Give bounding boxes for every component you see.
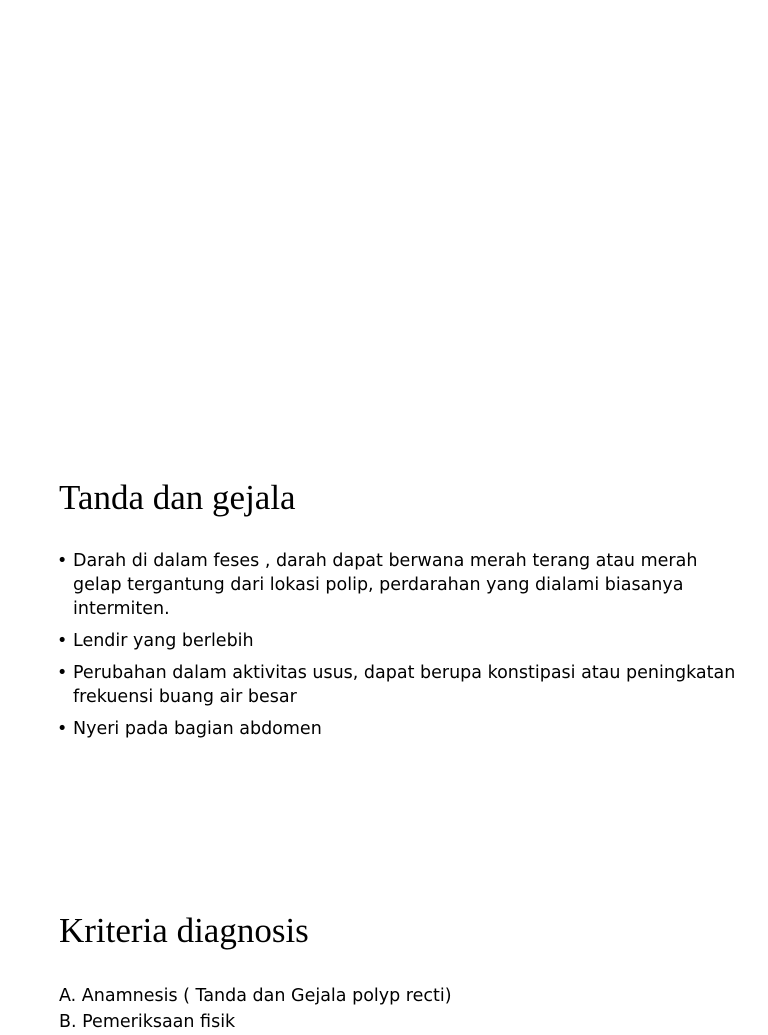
- section-title-kriteria-diagnosis: Kriteria diagnosis: [59, 911, 309, 950]
- criteria-item: B. Pemeriksaan fisik: [59, 1012, 236, 1032]
- bullet-item: • Darah di dalam feses , darah dapat berwana merah terang atau merah gelap tergantung dari lokasi polip, perdarahan yang dialami biasanya intermiten.: [57, 549, 747, 621]
- symptom-bullet-list: [57, 549, 747, 749]
- bullet-item: • Nyeri pada bagian abdomen: [57, 717, 747, 741]
- section-title-tanda-dan-gejala: Tanda dan gejala: [59, 478, 296, 517]
- diagnosis-criteria-list: [59, 983, 749, 1035]
- bullet-item: • Lendir yang berlebih: [57, 629, 747, 653]
- bullet-item: • Perubahan dalam aktivitas usus, dapat berupa konstipasi atau peningkatan frekuensi buang air besar: [57, 661, 747, 709]
- criteria-item: A. Anamnesis ( Tanda dan Gejala polyp recti): [59, 986, 452, 1006]
